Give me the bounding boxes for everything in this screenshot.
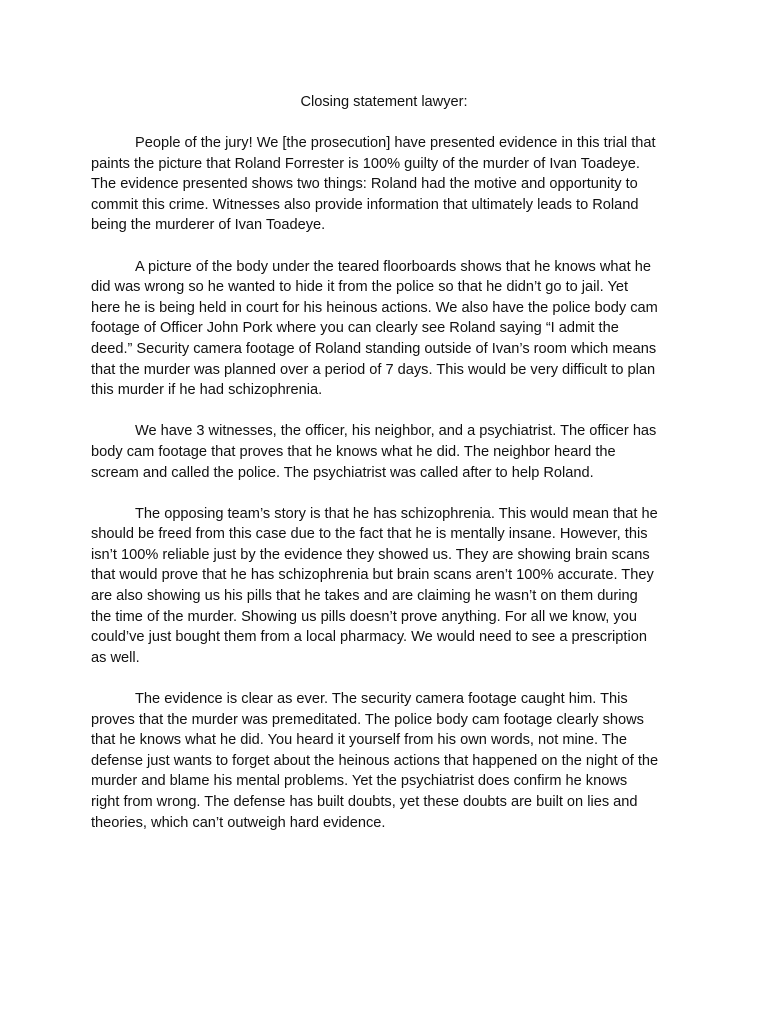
paragraph-line: body cam footage that proves that he knows what he did. The neighbor heard the <box>91 443 616 460</box>
paragraph-1 <box>91 133 691 236</box>
paragraph-line: A picture of the body under the teared floorboards shows that he knows what he <box>135 258 651 275</box>
paragraph-line: this murder if he had schizophrenia. <box>91 382 323 399</box>
paragraph-line: The evidence presented shows two things: Roland had the motive and opportunity to <box>91 176 638 193</box>
paragraph-line: We have 3 witnesses, the officer, his neighbor, and a psychiatrist. The officer has <box>135 423 657 440</box>
document-body <box>91 133 691 854</box>
paragraph-3 <box>91 421 691 483</box>
paragraph-line: theories, which can’t outweigh hard evidence. <box>91 814 386 831</box>
paragraph-5 <box>91 689 691 833</box>
paragraph-line: The opposing team’s story is that he has schizophrenia. This would mean that he <box>135 505 658 522</box>
paragraph-line: did was wrong so he wanted to hide it from the police so that he didn’t go to jail. Yet <box>91 279 629 296</box>
paragraph-line: are also showing us his pills that he takes and are claiming he wasn’t on them during <box>91 588 638 605</box>
paragraph-line: scream and called the police. The psychiatrist was called after to help Roland. <box>91 464 594 481</box>
paragraph-line: defense just wants to forget about the heinous actions that happened on the night of the <box>91 752 659 769</box>
paragraph-line: as well. <box>91 649 140 666</box>
paragraph-line: People of the jury! We [the prosecution] have presented evidence in this trial that <box>135 135 656 151</box>
paragraph-line: footage of Officer John Pork where you can clearly see Roland saying “I admit the <box>91 320 619 337</box>
paragraph-line: should be freed from this case due to the fact that he is mentally insane. However, this <box>91 526 648 543</box>
paragraph-line: that the murder was planned over a period of 7 days. This would be very difficult to plan <box>91 361 656 378</box>
paragraph-line: being the murderer of Ivan Toadeye. <box>91 217 326 234</box>
paragraph-line: murder and blame his mental problems. Yet the psychiatrist does confirm he knows <box>91 773 628 790</box>
paragraph-line: commit this crime. Witnesses also provide information that ultimately leads to Roland <box>91 196 639 213</box>
document-title: Closing statement lawyer: <box>300 94 468 110</box>
paragraph-line: the time of the murder. Showing us pills doesn’t prove anything. For all we know, you <box>91 608 637 625</box>
paragraph-line: here he is being held in court for his heinous actions. We also have the police body cam <box>91 299 658 316</box>
paragraph-line: proves that the murder was premeditated. The police body cam footage clearly shows <box>91 711 644 728</box>
paragraph-line: isn’t 100% reliable just by the evidence they showed us. They are showing brain scans <box>91 546 650 563</box>
paragraph-4 <box>91 504 691 669</box>
paragraph-line: that would prove that he has schizophrenia but brain scans aren’t 100% accurate. They <box>91 567 654 584</box>
paragraph-line: The evidence is clear as ever. The security camera footage caught him. This <box>135 691 628 708</box>
paragraph-2 <box>91 257 691 401</box>
paragraph-line: deed.” Security camera footage of Roland standing outside of Ivan’s room which means <box>91 340 657 357</box>
paragraph-line: paints the picture that Roland Forrester is 100% guilty of the murder of Ivan Toadeye. <box>91 155 640 172</box>
paragraph-line: that he knows what he did. You heard it yourself from his own words, not mine. The <box>91 732 627 749</box>
paragraph-line: right from wrong. The defense has built doubts, yet these doubts are built on lies and <box>91 794 638 810</box>
paragraph-line: could’ve just bought them from a local pharmacy. We would need to see a prescription <box>91 629 647 646</box>
